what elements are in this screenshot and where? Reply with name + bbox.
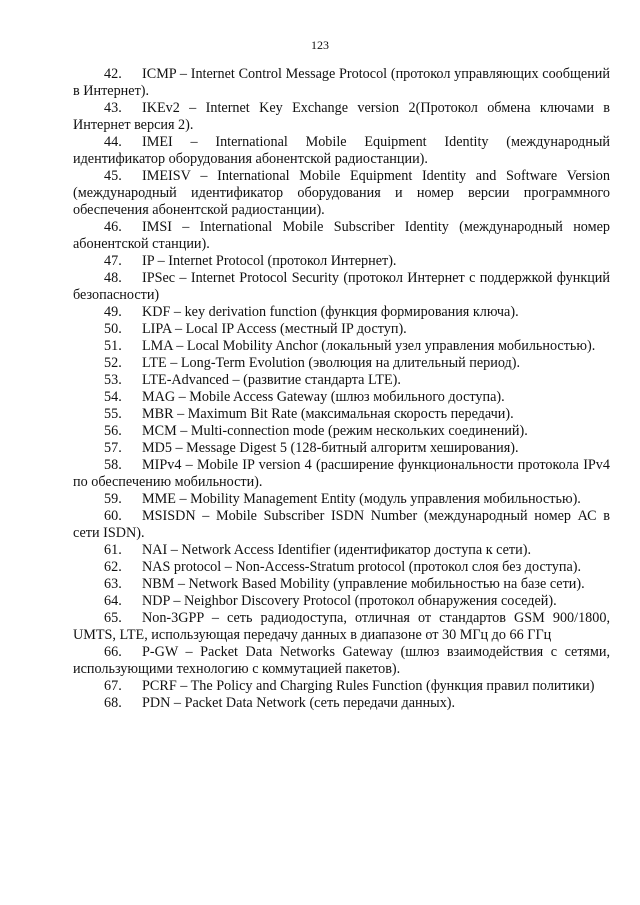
item-number: 58.	[104, 457, 122, 473]
item-number: 49.	[104, 304, 122, 320]
item-number: 63.	[104, 576, 122, 592]
list-item	[73, 338, 610, 355]
item-number: 47.	[104, 253, 122, 269]
list-item	[73, 440, 610, 457]
list-item	[73, 610, 610, 644]
item-text: NBM – Network Based Mobility (управление мобильностью на базе сети).	[142, 576, 585, 592]
item-number: 54.	[104, 389, 122, 405]
list-item	[73, 270, 610, 304]
list-item	[73, 372, 610, 389]
item-number: 43.	[104, 100, 122, 116]
item-number: 68.	[104, 695, 122, 711]
item-text: MIPv4 – Mobile IP version 4 (расширение функциональности протокола IPv4 по обеспечению мобильности).	[73, 457, 610, 490]
item-number: 57.	[104, 440, 122, 456]
list-item	[73, 168, 610, 219]
item-text: IMEISV – International Mobile Equipment Identity and Software Version (международный идентификатор оборудования и номер версии программного обеспечения абонентской радиостанции).	[73, 168, 610, 218]
list-item	[73, 678, 610, 695]
item-text: MD5 – Message Digest 5 (128-битный алгоритм хеширования).	[142, 440, 519, 456]
item-text: MBR – Maximum Bit Rate (максимальная скорость передачи).	[142, 406, 514, 422]
item-text: NAS protocol – Non-Access-Stratum protocol (протокол слоя без доступа).	[142, 559, 582, 575]
list-item	[73, 389, 610, 406]
list-item	[73, 644, 610, 678]
item-text: KDF – key derivation function (функция формирования ключа).	[142, 304, 519, 320]
item-text: Non-3GPP – сеть радиодоступа, отличная от стандартов GSM 900/1800, UMTS, LTE, использующая передачу данных в диапазоне от 30 МГц до 66 ГГц	[73, 610, 610, 643]
item-text: MME – Mobility Management Entity (модуль управления мобильностью).	[142, 491, 581, 507]
item-text: LMA – Local Mobility Anchor (локальный узел управления мобильностью).	[142, 338, 596, 354]
item-text: MSISDN – Mobile Subscriber ISDN Number (международный номер АС в сети ISDN).	[73, 508, 610, 541]
item-number: 45.	[104, 168, 122, 184]
item-text: NAI – Network Access Identifier (идентификатор доступа к сети).	[142, 542, 531, 558]
item-number: 64.	[104, 593, 122, 609]
item-text: LTE-Advanced – (развитие стандарта LTE).	[142, 372, 401, 388]
item-number: 66.	[104, 644, 122, 660]
item-text: IMEI – International Mobile Equipment Identity (международный идентификатор оборудования абонентской радиостанции).	[73, 134, 610, 167]
abbreviation-list	[73, 66, 610, 712]
item-number: 53.	[104, 372, 122, 388]
item-number: 60.	[104, 508, 122, 524]
item-text: PDN – Packet Data Network (сеть передачи данных).	[142, 695, 456, 711]
item-number: 55.	[104, 406, 122, 422]
item-text: MAG – Mobile Access Gateway (шлюз мобильного доступа).	[142, 389, 505, 405]
item-text: LIPA – Local IP Access (местный IP доступ).	[142, 321, 407, 337]
item-text: P-GW – Packet Data Networks Gateway (шлюз взаимодействия с сетями, использующими технологию с коммутацией пакетов).	[73, 644, 610, 677]
list-item	[73, 423, 610, 440]
list-item	[73, 559, 610, 576]
list-item	[73, 508, 610, 542]
list-item	[73, 253, 610, 270]
item-number: 46.	[104, 219, 122, 235]
item-number: 48.	[104, 270, 122, 286]
list-item	[73, 695, 610, 712]
item-text: IPSec – Internet Protocol Security (протокол Интернет с поддержкой функций безопасности)	[73, 270, 610, 303]
item-number: 52.	[104, 355, 122, 371]
item-text: PCRF – The Policy and Charging Rules Function (функция правил политики)	[142, 678, 595, 694]
list-item	[73, 66, 610, 100]
item-number: 42.	[104, 66, 122, 82]
page-number: 123	[311, 38, 329, 52]
list-item	[73, 134, 610, 168]
item-text: IKEv2 – Internet Key Exchange version 2(Протокол обмена ключами в Интернет версия 2).	[73, 100, 610, 133]
list-item	[73, 100, 610, 134]
list-item	[73, 304, 610, 321]
item-text: IMSI – International Mobile Subscriber Identity (международный номер абонентской станции).	[73, 219, 610, 252]
item-number: 67.	[104, 678, 122, 694]
list-item	[73, 321, 610, 338]
item-number: 44.	[104, 134, 122, 150]
list-item	[73, 457, 610, 491]
item-number: 56.	[104, 423, 122, 439]
item-text: LTE – Long-Term Evolution (эволюция на длительный период).	[142, 355, 520, 371]
item-number: 51.	[104, 338, 122, 354]
list-item	[73, 406, 610, 423]
item-number: 62.	[104, 559, 122, 575]
list-item	[73, 491, 610, 508]
item-number: 65.	[104, 610, 122, 626]
item-text: IP – Internet Protocol (протокол Интернет).	[142, 253, 397, 269]
item-text: NDP – Neighbor Discovery Protocol (протокол обнаружения соседей).	[142, 593, 557, 609]
list-item	[73, 576, 610, 593]
item-number: 59.	[104, 491, 122, 507]
list-item	[73, 355, 610, 372]
list-item	[73, 542, 610, 559]
list-item	[73, 593, 610, 610]
list-item	[73, 219, 610, 253]
item-number: 50.	[104, 321, 122, 337]
item-text: ICMP – Internet Control Message Protocol (протокол управляющих сообщений в Интернет).	[73, 66, 610, 99]
item-number: 61.	[104, 542, 122, 558]
item-text: MCM – Multi-connection mode (режим нескольких соединений).	[142, 423, 528, 439]
